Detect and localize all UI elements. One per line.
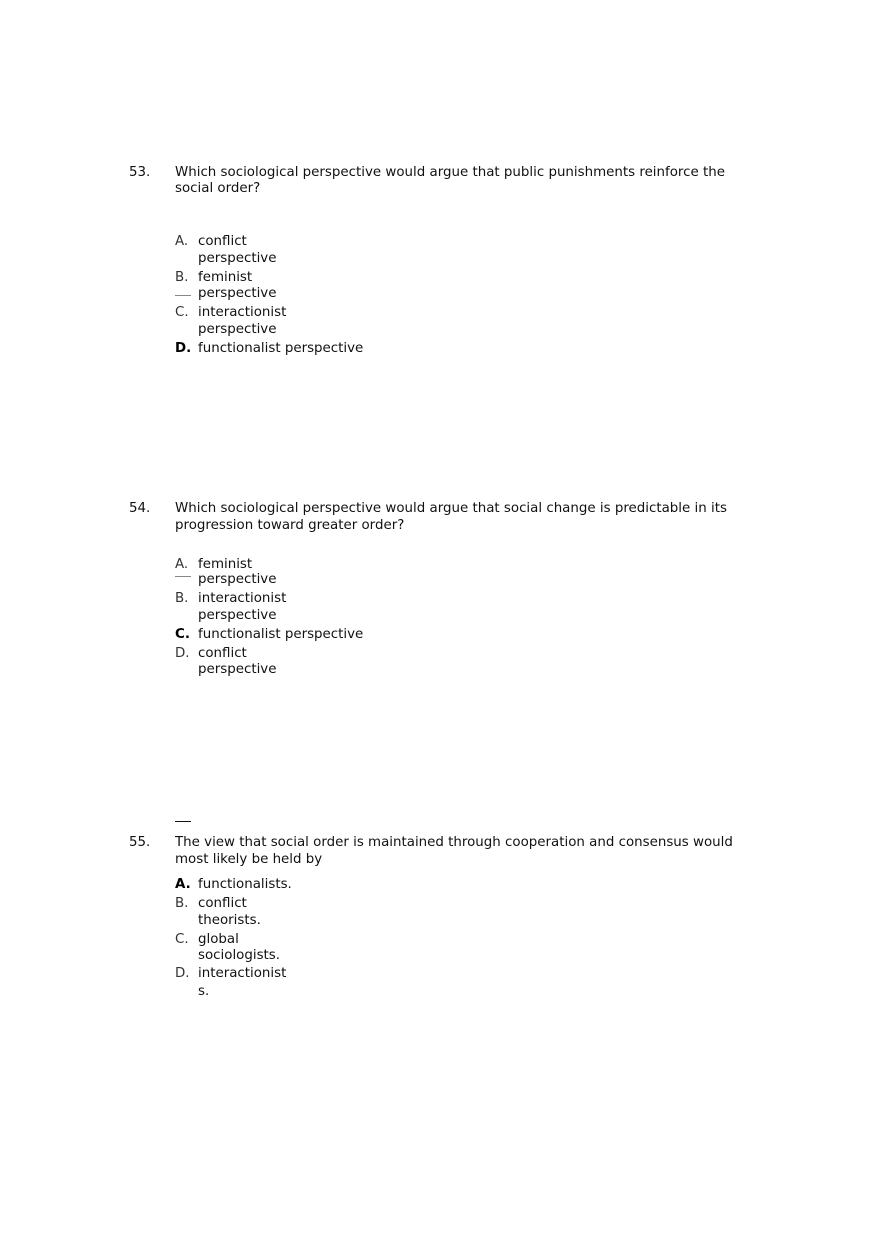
option-text: interactionist <box>198 591 287 606</box>
option-text: functionalists. <box>198 877 292 892</box>
option-letter: D. <box>175 966 190 981</box>
question-text: most likely be held by <box>175 852 323 867</box>
option-text: conflict <box>198 896 247 911</box>
option-text: global <box>198 932 239 947</box>
question-text: Which sociological perspective would argue that social change is predictable in its <box>175 501 727 516</box>
divider-mark <box>175 821 191 822</box>
option-text: theorists. <box>198 913 261 928</box>
question-text: progression toward greater order? <box>175 518 405 533</box>
divider-mark <box>175 576 191 577</box>
option-letter: C. <box>175 932 189 947</box>
option-text: perspective <box>198 286 277 301</box>
divider-mark <box>175 295 191 296</box>
option-text: feminist <box>198 557 253 572</box>
question-text: Which sociological perspective would argue that public punishments reinforce the <box>175 165 725 180</box>
option-text: conflict <box>198 646 247 661</box>
option-text: sociologists. <box>198 948 281 963</box>
option-text: conflict <box>198 234 247 249</box>
option-text: perspective <box>198 572 277 587</box>
option-letter-correct: D. <box>175 341 192 356</box>
option-text: perspective <box>198 608 277 623</box>
question-number: 54. <box>129 501 151 516</box>
option-letter: D. <box>175 646 190 661</box>
option-letter-correct: C. <box>175 627 190 642</box>
option-text: perspective <box>198 322 277 337</box>
option-text: interactionist <box>198 305 287 320</box>
option-text: functionalist perspective <box>198 341 364 356</box>
option-letter: A. <box>175 557 189 572</box>
option-text: perspective <box>198 251 277 266</box>
question-text: social order? <box>175 181 261 196</box>
option-letter-correct: A. <box>175 877 191 892</box>
option-letter: C. <box>175 305 189 320</box>
question-number: 53. <box>129 165 151 180</box>
option-text: perspective <box>198 662 277 677</box>
option-letter: A. <box>175 234 189 249</box>
option-text: functionalist perspective <box>198 627 364 642</box>
option-letter: B. <box>175 896 189 911</box>
option-letter: B. <box>175 270 189 285</box>
option-text: interactionist <box>198 966 287 981</box>
question-text: The view that social order is maintained through cooperation and consensus would <box>175 835 733 850</box>
option-letter: B. <box>175 591 189 606</box>
option-text: feminist <box>198 270 253 285</box>
option-text: s. <box>198 984 210 999</box>
question-number: 55. <box>129 835 151 850</box>
